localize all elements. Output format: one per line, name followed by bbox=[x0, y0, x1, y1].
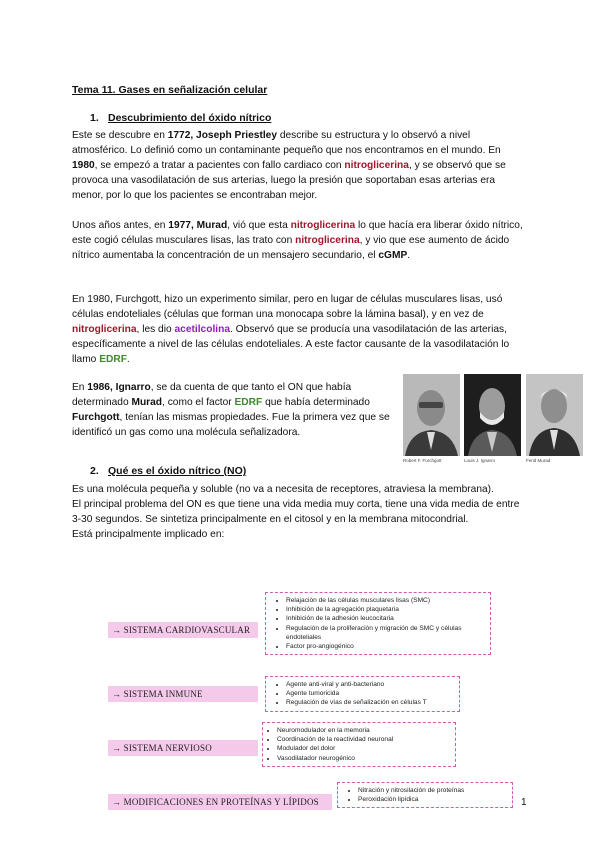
system-label-modificaciones: → MODIFICACIONES EN PROTEÍNAS Y LÍPIDOS bbox=[108, 794, 332, 810]
p4-bold-furchgott: Furchgott bbox=[72, 412, 120, 423]
p3-text: . bbox=[126, 354, 130, 365]
paragraph-ignarro bbox=[72, 380, 392, 440]
paragraph-priestley bbox=[72, 128, 528, 203]
p2-text: , y vio que ese aumento de ácido nítrico aumentaba la concentración de un mensajero secundario, el bbox=[72, 235, 510, 261]
function-item: • Regulación de la proliferación y migración de SMC y células endoteliales bbox=[286, 624, 484, 642]
p3-highlight-nitroglicerina: nitroglicerina bbox=[72, 324, 137, 335]
function-item: • Vasodilatador neurogénico bbox=[277, 754, 449, 763]
function-item: • Relajación de las células musculares lisas (SMC) bbox=[286, 596, 484, 605]
p3-text: En 1980, Furchgott, hizo un experimento similar, pero en lugar de células musculares lisas, usó células endoteliales (células que forman una monocapa sobre la lámina basal), y en vez de bbox=[72, 294, 503, 320]
function-item: • Neuromodulador en la memoria bbox=[277, 726, 449, 735]
inmune-functions-box bbox=[265, 676, 460, 712]
function-item: • Regulación de vías de señalización en células T bbox=[286, 698, 453, 707]
p2-text: Unos años antes, en bbox=[72, 220, 169, 231]
section-2-number: 2. bbox=[90, 465, 99, 477]
p2-bold-cgmp: cGMP bbox=[378, 250, 408, 261]
p4-highlight-edrf: EDRF bbox=[234, 397, 263, 408]
photo-caption: Robert F. Furchgott bbox=[403, 458, 442, 463]
p2-highlight-nitroglicerina: nitroglicerina bbox=[295, 235, 360, 246]
p4-text: que había determinado bbox=[262, 397, 370, 408]
p1-text: , y se observó que se provoca una vasodilatación de sus arterias, luego la presión que soportaban esas arterias era menor, por lo que los pacientes se encontraban mejor. bbox=[72, 160, 506, 201]
p5-line: Es una molécula pequeña y soluble (no va a necesita de receptores, atraviesa la membrana). bbox=[72, 484, 494, 495]
page-number: 1 bbox=[521, 797, 527, 808]
p3-highlight-acetilcolina: acetilcolina bbox=[174, 324, 230, 335]
p1-bold-date: 1772, Joseph Priestley bbox=[167, 130, 278, 141]
section-1-heading bbox=[90, 112, 271, 124]
modificaciones-functions-box bbox=[337, 782, 513, 808]
paragraph-murad bbox=[72, 218, 528, 263]
p2-highlight-nitroglicerina: nitroglicerina bbox=[290, 220, 356, 231]
section-2-title: Qué es el óxido nítrico (NO) bbox=[108, 465, 247, 477]
section-2-heading bbox=[90, 465, 246, 477]
no-functions-diagram bbox=[0, 580, 600, 820]
p2-text: . bbox=[407, 250, 411, 261]
p1-text: , se empezó a tratar a pacientes con fallo cardiaco con bbox=[94, 160, 345, 171]
p4-text: , como el factor bbox=[162, 397, 235, 408]
p2-text: lo que hacía era liberar óxido nítrico, este cogió células musculares lisas, las trato con bbox=[72, 220, 523, 246]
section-1-number: 1. bbox=[90, 112, 99, 124]
p1-text: Este se descubre en bbox=[72, 130, 168, 141]
system-label-cardiovascular: → SISTEMA CARDIOVASCULAR bbox=[108, 622, 258, 638]
function-item: • Factor pro-angiogénico bbox=[286, 642, 484, 651]
paragraph-furchgott bbox=[72, 292, 528, 367]
p2-text: , vió que esta bbox=[227, 220, 291, 231]
p1-bold-year: 1980 bbox=[72, 160, 95, 171]
p5-line: El principal problema del ON es que tiene una vida media muy corta, tiene una vida media de entre 3-30 segundos. Se sintetiza principalmente en el citosol y en la membrana mitocondrial. bbox=[72, 499, 520, 525]
p4-text: , se da cuenta de que tanto el ON que había determinado bbox=[72, 382, 352, 408]
p4-text: En bbox=[72, 382, 88, 393]
photo-caption: Louis J. Ignarro bbox=[464, 458, 496, 463]
function-item: • Agente tumoricida bbox=[286, 689, 453, 698]
p2-bold-date: 1977, Murad bbox=[168, 220, 228, 231]
section-1-title: Descubrimiento del óxido nítrico bbox=[108, 112, 272, 124]
system-label-nervioso: → SISTEMA NERVIOSO bbox=[108, 740, 258, 756]
function-item: • Modulador del dolor bbox=[277, 744, 449, 753]
nobel-laureates-photos bbox=[400, 374, 584, 464]
function-item: • Coordinación de la reactividad neuronal bbox=[277, 735, 449, 744]
portrait-photo bbox=[403, 374, 460, 456]
p3-text: . Observó que se producía una vasodilatación de las arterias, específicamente a nivel de las células endoteliales. A este factor causante de la vasodilatación lo llamo bbox=[72, 324, 510, 365]
page-title: Tema 11. Gases en señalización celular bbox=[72, 84, 268, 96]
p4-bold-date: 1986, Ignarro bbox=[87, 382, 151, 393]
p4-bold-murad: Murad bbox=[131, 397, 163, 408]
p3-text: , les dio bbox=[136, 324, 175, 335]
cardiovascular-functions-box bbox=[265, 592, 491, 655]
function-item: • Inhibición de la adhesión leucocitaria bbox=[286, 614, 484, 623]
p1-text: describe su estructura y lo observó a nivel atmosférico. Lo definió como un contaminante pequeño que nos encontramos en el mundo. En bbox=[72, 130, 501, 156]
nervioso-functions-box bbox=[262, 722, 456, 767]
p1-highlight-nitroglicerina: nitroglicerina bbox=[344, 160, 409, 171]
portrait-photo bbox=[526, 374, 583, 456]
p4-text: , tenían las mismas propiedades. Fue la primera vez que se identificó un gas como una molécula señalizadora. bbox=[72, 412, 390, 438]
p3-highlight-edrf: EDRF bbox=[99, 354, 127, 365]
function-item: • Nitración y nitrosilación de proteínas bbox=[358, 786, 506, 795]
portrait-photo bbox=[464, 374, 521, 456]
p5-line: Está principalmente implicado en: bbox=[72, 529, 225, 540]
photo-caption: Ferid Murad bbox=[526, 458, 551, 463]
function-item: • Agente anti-viral y anti-bacteriano bbox=[286, 680, 453, 689]
function-item: • Inhibición de la agregación plaquetaria bbox=[286, 605, 484, 614]
function-item: • Peroxidación lipídica bbox=[358, 795, 506, 804]
paragraph-no-definition bbox=[72, 482, 528, 542]
system-label-inmune: → SISTEMA INMUNE bbox=[108, 686, 258, 702]
